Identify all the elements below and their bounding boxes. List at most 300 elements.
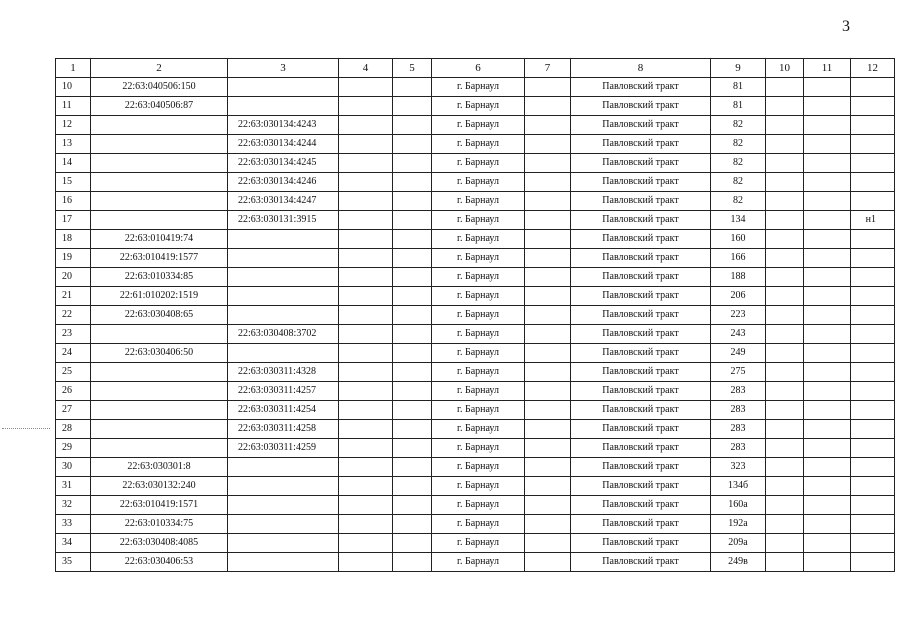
table-cell-col-6: г. Барнаул — [432, 268, 525, 287]
table-cell-col-5 — [393, 439, 432, 458]
table-cell-col-1: 19 — [56, 249, 91, 268]
table-cell-col-1: 27 — [56, 401, 91, 420]
table-cell-col-3 — [228, 534, 339, 553]
table-row — [56, 363, 895, 382]
table-cell-col-8: Павловский тракт — [571, 306, 711, 325]
table-cell-col-1: 26 — [56, 382, 91, 401]
table-cell-col-3: 22:63:030311:4328 — [228, 363, 339, 382]
table-cell-col-9: 243 — [711, 325, 766, 344]
table-cell-col-8: Павловский тракт — [571, 287, 711, 306]
table-cell-col-3 — [228, 458, 339, 477]
table-cell-col-12 — [851, 344, 895, 363]
table-cell-col-8: Павловский тракт — [571, 135, 711, 154]
table-cell-col-6: г. Барнаул — [432, 420, 525, 439]
table-cell-col-8: Павловский тракт — [571, 78, 711, 97]
table-cell-col-7 — [525, 515, 571, 534]
table-cell-col-8: Павловский тракт — [571, 382, 711, 401]
table-cell-col-8: Павловский тракт — [571, 211, 711, 230]
column-header-5: 5 — [393, 59, 432, 78]
table-cell-col-8: Павловский тракт — [571, 116, 711, 135]
table-cell-col-9: 249 — [711, 344, 766, 363]
table-cell-col-11 — [804, 78, 851, 97]
table-cell-col-8: Павловский тракт — [571, 553, 711, 572]
table-row — [56, 553, 895, 572]
table-cell-col-6: г. Барнаул — [432, 249, 525, 268]
table-cell-col-10 — [766, 116, 804, 135]
table-cell-col-9: 192а — [711, 515, 766, 534]
table-cell-col-1: 17 — [56, 211, 91, 230]
scan-artifact-line — [2, 428, 50, 429]
table-cell-col-1: 12 — [56, 116, 91, 135]
table-cell-col-12 — [851, 496, 895, 515]
table-cell-col-2 — [91, 439, 228, 458]
table-cell-col-9: 223 — [711, 306, 766, 325]
table-cell-col-2: 22:63:030408:65 — [91, 306, 228, 325]
table-cell-col-5 — [393, 477, 432, 496]
table-cell-col-8: Павловский тракт — [571, 458, 711, 477]
table-cell-col-12 — [851, 230, 895, 249]
table-cell-col-1: 31 — [56, 477, 91, 496]
table-cell-col-6: г. Барнаул — [432, 439, 525, 458]
table-cell-col-8: Павловский тракт — [571, 154, 711, 173]
table-cell-col-9: 81 — [711, 78, 766, 97]
table-cell-col-10 — [766, 439, 804, 458]
table-cell-col-8: Павловский тракт — [571, 192, 711, 211]
table-cell-col-5 — [393, 420, 432, 439]
table-cell-col-8: Павловский тракт — [571, 534, 711, 553]
table-cell-col-8: Павловский тракт — [571, 173, 711, 192]
table-cell-col-12 — [851, 287, 895, 306]
table-cell-col-11 — [804, 496, 851, 515]
table-cell-col-9: 209а — [711, 534, 766, 553]
table-cell-col-11 — [804, 534, 851, 553]
table-cell-col-9: 160а — [711, 496, 766, 515]
table-cell-col-8: Павловский тракт — [571, 344, 711, 363]
table-cell-col-11 — [804, 363, 851, 382]
table-cell-col-12 — [851, 154, 895, 173]
table-row — [56, 515, 895, 534]
table-cell-col-2: 22:61:010202:1519 — [91, 287, 228, 306]
table-row — [56, 439, 895, 458]
table-row — [56, 97, 895, 116]
table-cell-col-6: г. Барнаул — [432, 344, 525, 363]
table-cell-col-12 — [851, 135, 895, 154]
table-cell-col-2: 22:63:010334:75 — [91, 515, 228, 534]
table-cell-col-12 — [851, 268, 895, 287]
table-cell-col-7 — [525, 192, 571, 211]
table-cell-col-9: 82 — [711, 173, 766, 192]
table-cell-col-8: Павловский тракт — [571, 420, 711, 439]
table-cell-col-12 — [851, 401, 895, 420]
table-cell-col-3 — [228, 287, 339, 306]
table-cell-col-12 — [851, 306, 895, 325]
table-cell-col-6: г. Барнаул — [432, 211, 525, 230]
table-cell-col-12 — [851, 439, 895, 458]
table-row — [56, 534, 895, 553]
table-cell-col-1: 18 — [56, 230, 91, 249]
table-cell-col-6: г. Барнаул — [432, 401, 525, 420]
table-cell-col-12 — [851, 249, 895, 268]
table-cell-col-7 — [525, 154, 571, 173]
table-cell-col-4 — [339, 515, 393, 534]
table-cell-col-1: 24 — [56, 344, 91, 363]
table-cell-col-1: 13 — [56, 135, 91, 154]
table-cell-col-3 — [228, 306, 339, 325]
table-cell-col-9: 323 — [711, 458, 766, 477]
table-row — [56, 401, 895, 420]
table-cell-col-5 — [393, 534, 432, 553]
table-cell-col-3 — [228, 78, 339, 97]
table-cell-col-3 — [228, 97, 339, 116]
table-cell-col-5 — [393, 192, 432, 211]
table-cell-col-12 — [851, 325, 895, 344]
table-cell-col-2: 22:63:030408:4085 — [91, 534, 228, 553]
table-cell-col-4 — [339, 230, 393, 249]
table-cell-col-7 — [525, 401, 571, 420]
table-cell-col-8: Павловский тракт — [571, 249, 711, 268]
table-cell-col-10 — [766, 249, 804, 268]
header-row — [56, 59, 895, 78]
table-row — [56, 325, 895, 344]
table-cell-col-12 — [851, 515, 895, 534]
table-cell-col-11 — [804, 116, 851, 135]
table-cell-col-11 — [804, 401, 851, 420]
table-cell-col-11 — [804, 173, 851, 192]
table-cell-col-5 — [393, 249, 432, 268]
table-cell-col-4 — [339, 154, 393, 173]
table-cell-col-8: Павловский тракт — [571, 268, 711, 287]
table-cell-col-2: 22:63:010419:1577 — [91, 249, 228, 268]
table-cell-col-4 — [339, 344, 393, 363]
table-cell-col-5 — [393, 515, 432, 534]
table-cell-col-2 — [91, 135, 228, 154]
table-cell-col-1: 22 — [56, 306, 91, 325]
table-cell-col-11 — [804, 477, 851, 496]
table-cell-col-3: 22:63:030311:4259 — [228, 439, 339, 458]
table-cell-col-11 — [804, 325, 851, 344]
table-row — [56, 344, 895, 363]
table-row — [56, 420, 895, 439]
table-cell-col-10 — [766, 534, 804, 553]
table-cell-col-12 — [851, 78, 895, 97]
table-cell-col-7 — [525, 249, 571, 268]
table-row — [56, 249, 895, 268]
table-row — [56, 458, 895, 477]
table-cell-col-6: г. Барнаул — [432, 287, 525, 306]
table-cell-col-7 — [525, 420, 571, 439]
table-cell-col-11 — [804, 135, 851, 154]
table-cell-col-9: 275 — [711, 363, 766, 382]
table-cell-col-11 — [804, 553, 851, 572]
table-cell-col-11 — [804, 249, 851, 268]
table-cell-col-8: Павловский тракт — [571, 496, 711, 515]
table-cell-col-4 — [339, 287, 393, 306]
table-row — [56, 211, 895, 230]
table-cell-col-1: 29 — [56, 439, 91, 458]
table-cell-col-9: 82 — [711, 154, 766, 173]
table-row — [56, 116, 895, 135]
table-cell-col-11 — [804, 306, 851, 325]
table-cell-col-10 — [766, 230, 804, 249]
table-cell-col-2: 22:63:030406:53 — [91, 553, 228, 572]
table-cell-col-12: н1 — [851, 211, 895, 230]
table-cell-col-9: 188 — [711, 268, 766, 287]
table-cell-col-3 — [228, 249, 339, 268]
table-cell-col-10 — [766, 420, 804, 439]
table-row — [56, 173, 895, 192]
table-cell-col-3 — [228, 268, 339, 287]
table-cell-col-10 — [766, 97, 804, 116]
table-cell-col-4 — [339, 325, 393, 344]
table-cell-col-9: 81 — [711, 97, 766, 116]
table-cell-col-6: г. Барнаул — [432, 173, 525, 192]
table-cell-col-4 — [339, 192, 393, 211]
table-cell-col-4 — [339, 116, 393, 135]
table-cell-col-8: Павловский тракт — [571, 325, 711, 344]
table-cell-col-11 — [804, 268, 851, 287]
table-cell-col-10 — [766, 287, 804, 306]
table-cell-col-11 — [804, 192, 851, 211]
table-cell-col-2: 22:63:040506:87 — [91, 97, 228, 116]
table-row — [56, 287, 895, 306]
table-cell-col-6: г. Барнаул — [432, 230, 525, 249]
table-cell-col-10 — [766, 211, 804, 230]
table-cell-col-12 — [851, 363, 895, 382]
table-cell-col-3: 22:63:030134:4244 — [228, 135, 339, 154]
table-cell-col-9: 82 — [711, 192, 766, 211]
table-cell-col-2: 22:63:030406:50 — [91, 344, 228, 363]
table-cell-col-4 — [339, 268, 393, 287]
table-cell-col-11 — [804, 515, 851, 534]
table-cell-col-5 — [393, 116, 432, 135]
table-cell-col-7 — [525, 173, 571, 192]
table-cell-col-3: 22:63:030408:3702 — [228, 325, 339, 344]
table-row — [56, 268, 895, 287]
table-cell-col-9: 283 — [711, 382, 766, 401]
table-cell-col-10 — [766, 154, 804, 173]
table-cell-col-6: г. Барнаул — [432, 116, 525, 135]
table-cell-col-10 — [766, 515, 804, 534]
column-header-6: 6 — [432, 59, 525, 78]
table-cell-col-8: Павловский тракт — [571, 515, 711, 534]
table-cell-col-2 — [91, 420, 228, 439]
table-cell-col-6: г. Барнаул — [432, 534, 525, 553]
table-cell-col-5 — [393, 458, 432, 477]
table-cell-col-3: 22:63:030131:3915 — [228, 211, 339, 230]
column-header-1: 1 — [56, 59, 91, 78]
table-cell-col-10 — [766, 363, 804, 382]
table-cell-col-12 — [851, 97, 895, 116]
table-cell-col-6: г. Барнаул — [432, 553, 525, 572]
table-cell-col-4 — [339, 211, 393, 230]
table-cell-col-11 — [804, 439, 851, 458]
table-cell-col-4 — [339, 458, 393, 477]
table-cell-col-7 — [525, 116, 571, 135]
table-cell-col-1: 20 — [56, 268, 91, 287]
table-row — [56, 477, 895, 496]
table-cell-col-10 — [766, 496, 804, 515]
column-header-10: 10 — [766, 59, 804, 78]
table-cell-col-11 — [804, 287, 851, 306]
table-cell-col-7 — [525, 439, 571, 458]
table-cell-col-10 — [766, 306, 804, 325]
table-cell-col-10 — [766, 344, 804, 363]
table-cell-col-5 — [393, 496, 432, 515]
table-cell-col-6: г. Барнаул — [432, 363, 525, 382]
table-cell-col-4 — [339, 97, 393, 116]
table-cell-col-3: 22:63:030134:4246 — [228, 173, 339, 192]
table-cell-col-10 — [766, 268, 804, 287]
table-cell-col-7 — [525, 211, 571, 230]
table-cell-col-11 — [804, 458, 851, 477]
table-cell-col-1: 16 — [56, 192, 91, 211]
table-cell-col-6: г. Барнаул — [432, 135, 525, 154]
table-cell-col-2: 22:63:010419:74 — [91, 230, 228, 249]
table-cell-col-2 — [91, 382, 228, 401]
table-cell-col-12 — [851, 553, 895, 572]
table-cell-col-5 — [393, 382, 432, 401]
table-row — [56, 382, 895, 401]
table-cell-col-8: Павловский тракт — [571, 230, 711, 249]
table-cell-col-4 — [339, 135, 393, 154]
table-cell-col-3: 22:63:030311:4254 — [228, 401, 339, 420]
table-cell-col-5 — [393, 401, 432, 420]
table-cell-col-9: 283 — [711, 420, 766, 439]
table-cell-col-3 — [228, 515, 339, 534]
column-header-12: 12 — [851, 59, 895, 78]
table-cell-col-6: г. Барнаул — [432, 306, 525, 325]
table-cell-col-5 — [393, 287, 432, 306]
table-cell-col-12 — [851, 477, 895, 496]
table-cell-col-4 — [339, 534, 393, 553]
table-cell-col-12 — [851, 173, 895, 192]
table-cell-col-2: 22:63:030132:240 — [91, 477, 228, 496]
table-cell-col-11 — [804, 344, 851, 363]
table-row — [56, 135, 895, 154]
table-row — [56, 78, 895, 97]
table-cell-col-7 — [525, 97, 571, 116]
table-cell-col-6: г. Барнаул — [432, 78, 525, 97]
table-cell-col-3 — [228, 553, 339, 572]
table-cell-col-1: 10 — [56, 78, 91, 97]
table-cell-col-3 — [228, 344, 339, 363]
table-cell-col-1: 23 — [56, 325, 91, 344]
table-cell-col-5 — [393, 344, 432, 363]
table-cell-col-12 — [851, 116, 895, 135]
table-cell-col-1: 28 — [56, 420, 91, 439]
table-cell-col-5 — [393, 135, 432, 154]
table-cell-col-6: г. Барнаул — [432, 192, 525, 211]
table-cell-col-5 — [393, 268, 432, 287]
table-cell-col-6: г. Барнаул — [432, 382, 525, 401]
table-cell-col-9: 283 — [711, 439, 766, 458]
table-cell-col-10 — [766, 553, 804, 572]
table-cell-col-4 — [339, 420, 393, 439]
table-cell-col-6: г. Барнаул — [432, 154, 525, 173]
table-cell-col-6: г. Барнаул — [432, 325, 525, 344]
table-cell-col-6: г. Барнаул — [432, 458, 525, 477]
table-cell-col-9: 160 — [711, 230, 766, 249]
table-cell-col-4 — [339, 401, 393, 420]
table-cell-col-7 — [525, 230, 571, 249]
table-cell-col-11 — [804, 154, 851, 173]
table-cell-col-1: 25 — [56, 363, 91, 382]
table-cell-col-7 — [525, 534, 571, 553]
table-cell-col-12 — [851, 458, 895, 477]
table-cell-col-7 — [525, 135, 571, 154]
table-cell-col-3: 22:63:030134:4247 — [228, 192, 339, 211]
table-cell-col-9: 134б — [711, 477, 766, 496]
table-cell-col-7 — [525, 287, 571, 306]
table-cell-col-11 — [804, 420, 851, 439]
table-cell-col-7 — [525, 382, 571, 401]
table-cell-col-2: 22:63:010334:85 — [91, 268, 228, 287]
table-cell-col-12 — [851, 192, 895, 211]
table-cell-col-5 — [393, 553, 432, 572]
table-cell-col-1: 33 — [56, 515, 91, 534]
column-header-7: 7 — [525, 59, 571, 78]
table-cell-col-2 — [91, 116, 228, 135]
column-header-2: 2 — [91, 59, 228, 78]
table-cell-col-1: 11 — [56, 97, 91, 116]
table-cell-col-2 — [91, 401, 228, 420]
table-cell-col-7 — [525, 306, 571, 325]
table-cell-col-11 — [804, 211, 851, 230]
table-cell-col-4 — [339, 553, 393, 572]
table-cell-col-4 — [339, 439, 393, 458]
table-cell-col-2 — [91, 363, 228, 382]
table-cell-col-7 — [525, 458, 571, 477]
table-cell-col-7 — [525, 78, 571, 97]
table-cell-col-4 — [339, 382, 393, 401]
address-registry-table — [55, 58, 895, 572]
table-cell-col-4 — [339, 306, 393, 325]
table-cell-col-7 — [525, 363, 571, 382]
table-cell-col-3: 22:63:030134:4245 — [228, 154, 339, 173]
table-cell-col-7 — [525, 325, 571, 344]
table-cell-col-4 — [339, 496, 393, 515]
table-cell-col-9: 134 — [711, 211, 766, 230]
table-cell-col-4 — [339, 173, 393, 192]
table-cell-col-12 — [851, 382, 895, 401]
table-cell-col-10 — [766, 458, 804, 477]
table-cell-col-1: 34 — [56, 534, 91, 553]
table-cell-col-2: 22:63:010419:1571 — [91, 496, 228, 515]
table-row — [56, 230, 895, 249]
table-cell-col-2: 22:63:040506:150 — [91, 78, 228, 97]
table-cell-col-5 — [393, 154, 432, 173]
table-cell-col-6: г. Барнаул — [432, 477, 525, 496]
table-cell-col-8: Павловский тракт — [571, 401, 711, 420]
table-cell-col-3 — [228, 496, 339, 515]
table-cell-col-7 — [525, 268, 571, 287]
table-cell-col-11 — [804, 230, 851, 249]
table-cell-col-12 — [851, 534, 895, 553]
table-cell-col-9: 82 — [711, 116, 766, 135]
page-number: 3 — [842, 18, 850, 35]
table-cell-col-4 — [339, 477, 393, 496]
table-cell-col-9: 166 — [711, 249, 766, 268]
table-cell-col-12 — [851, 420, 895, 439]
table-cell-col-8: Павловский тракт — [571, 477, 711, 496]
table-cell-col-5 — [393, 306, 432, 325]
table-cell-col-6: г. Барнаул — [432, 515, 525, 534]
table-cell-col-4 — [339, 78, 393, 97]
table-cell-col-6: г. Барнаул — [432, 496, 525, 515]
table-cell-col-4 — [339, 249, 393, 268]
table-cell-col-8: Павловский тракт — [571, 439, 711, 458]
table-cell-col-9: 206 — [711, 287, 766, 306]
